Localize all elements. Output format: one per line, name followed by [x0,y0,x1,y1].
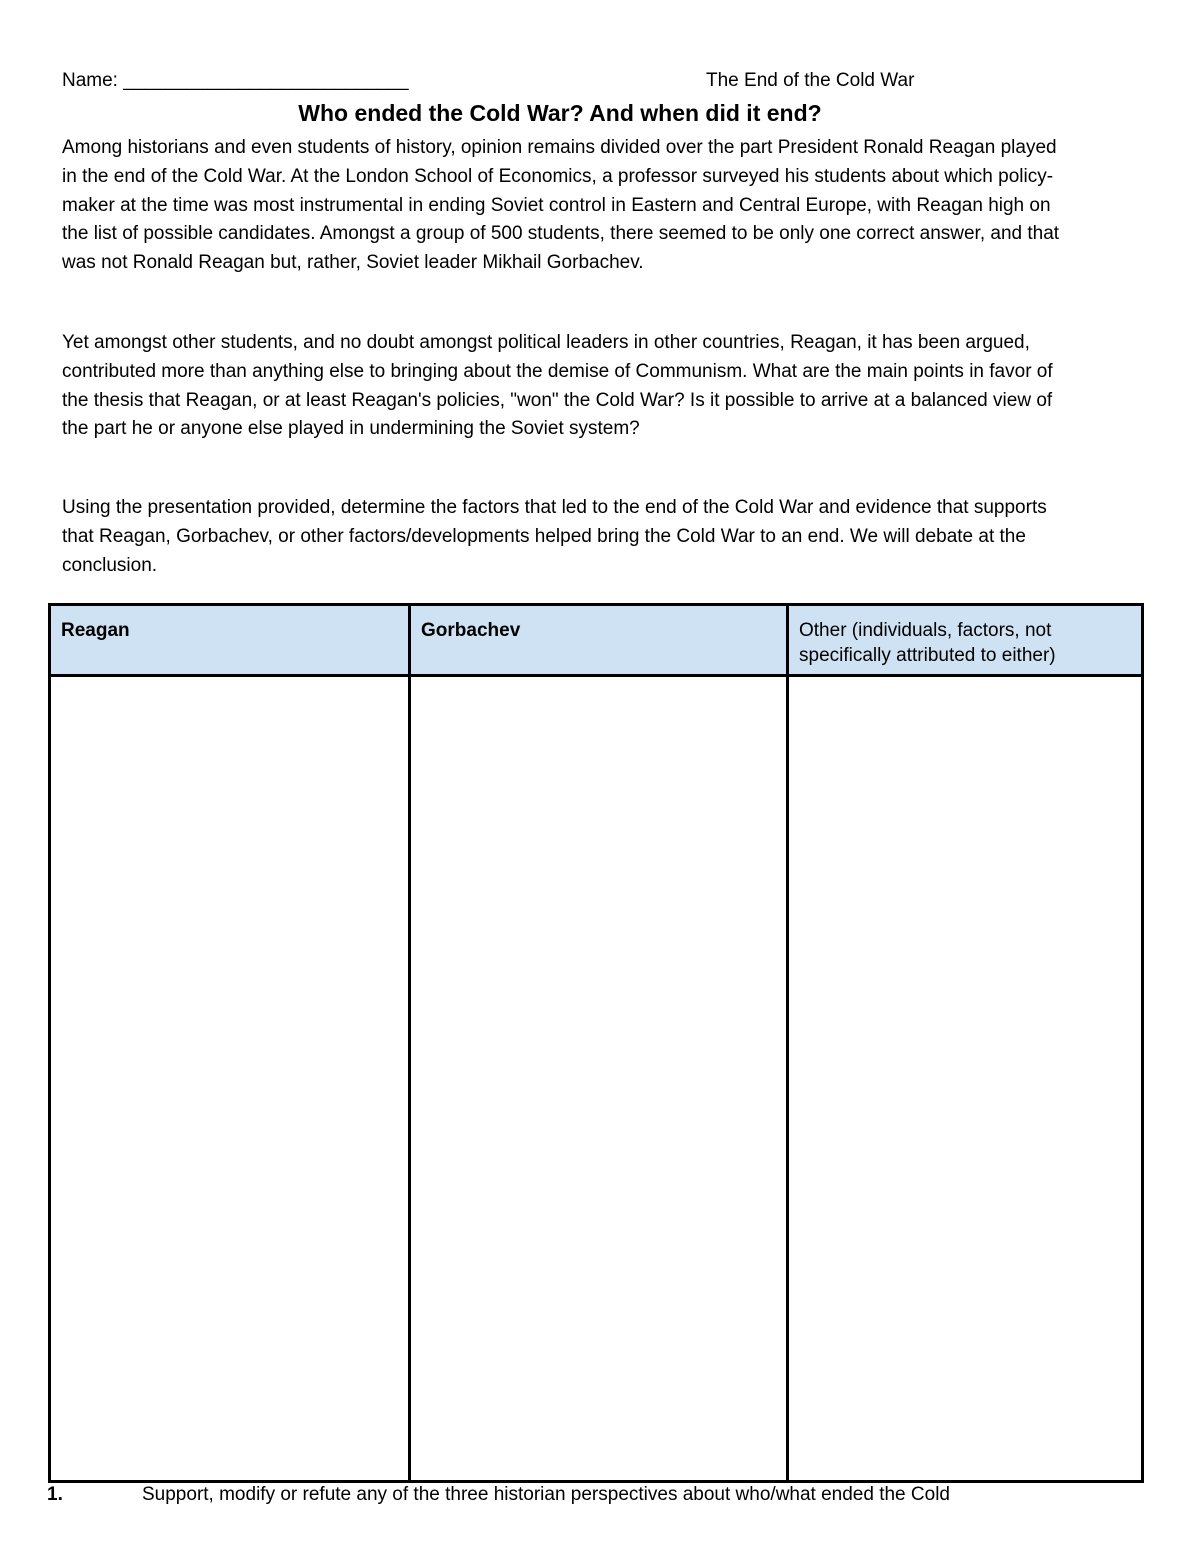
argument-paragraph: Yet amongst other students, and no doubt amongst political leaders in other countries, Reagan, it has been argued, contributed more than anything else to bringing about the demise of Communism. What are the main points in favor of the thesis that Reagan, or at least Reagan's policies, "won" the Cold War? Is it possible to arrive at a balanced view of the part he or anyone else played in undermining the Soviet system? [62,332,1053,440]
intro-paragraph: Among historians and even students of history, opinion remains divided over the part President Ronald Reagan played in the end of the Cold War. At the London School of Economics, a professor surveyed his students about which policy-maker at the time was most instrumental in ending Soviet control in Eastern and Central Europe, with Reagan high on the list of possible candidates. Amongst a group of 500 students, there seemed to be only one correct answer, and that was not Ronald Reagan but, rather, Soviet leader Mikhail Gorbachev. [62,137,1060,274]
header-reagan: Reagan [50,605,410,676]
gorbachev-answer-cell[interactable] [410,676,788,1482]
header-gorbachev: Gorbachev [410,605,788,676]
other-answer-cell[interactable] [788,676,1143,1482]
question-text: Support, modify or refute any of the three historian perspectives about who/what ended the Cold [142,1484,950,1505]
worksheet-header [62,70,1062,96]
table-header-row [50,605,1143,676]
name-field[interactable]: Name: ___________________________ [62,70,409,91]
table-row [50,676,1143,1482]
evidence-table [48,603,1144,1483]
page-title: Who ended the Cold War? And when did it end? [298,100,822,126]
reagan-answer-cell[interactable] [50,676,410,1482]
header-other: Other (individuals, factors, not specifically attributed to either) [788,605,1143,676]
question-number: 1. [47,1484,63,1505]
instructions-paragraph: Using the presentation provided, determine the factors that led to the end of the Cold War and evidence that supports that Reagan, Gorbachev, or other factors/developments helped bring the Cold War to an end. We will debate at the conclusion. [62,497,1047,576]
unit-title: The End of the Cold War [706,70,915,91]
